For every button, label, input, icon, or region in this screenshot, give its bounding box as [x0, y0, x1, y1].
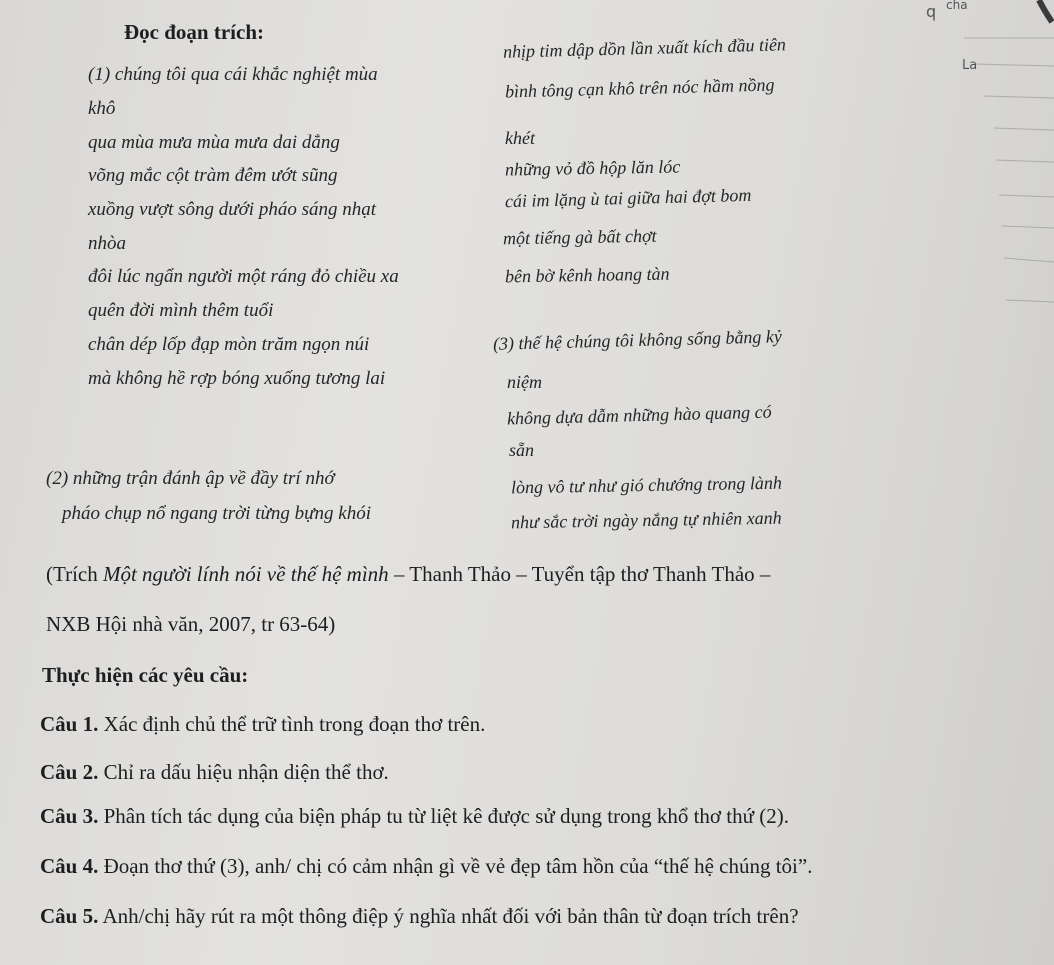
question-5: Câu 5. Anh/chị hãy rút ra một thông điệp ý nghĩa nhất đối với bản thân từ đoạn trích trên?	[40, 904, 799, 928]
poem-right-line: sẵn	[509, 440, 535, 460]
margin-note-la: La	[962, 58, 978, 73]
poem-left-line: nhòa	[88, 233, 126, 254]
citation-line-2: NXB Hội nhà văn, 2007, tr 63-64)	[46, 612, 336, 636]
margin-note-q: q	[926, 2, 937, 21]
poem-left-line: (1) chúng tôi qua cái khắc nghiệt mùa	[88, 64, 378, 85]
poem-right-line: bên bờ kênh hoang tàn	[504, 263, 670, 287]
poem-left-line: qua mùa mưa mùa mưa dai dẳng	[88, 132, 340, 153]
margin-note-cha: cha	[946, 0, 968, 12]
question-1: Câu 1. Xác định chủ thể trữ tình trong đoạn thơ trên.	[40, 712, 486, 736]
question-3: Câu 3. Phân tích tác dụng của biện pháp tu từ liệt kê được sử dụng trong khổ thơ thứ (2).	[40, 804, 789, 828]
poem-right-line: nhịp tim dập dồn lần xuất kích đầu tiên	[502, 34, 787, 62]
poem-right-line: bình tông cạn khô trên nóc hầm nồng	[504, 74, 775, 102]
question-4: Câu 4. Đoạn thơ thứ (3), anh/ chị có cảm nhận gì về vẻ đẹp tâm hồn của “thế hệ chúng tôi”.	[40, 854, 813, 878]
poem-right-line: khét	[505, 128, 535, 148]
poem-left-line: chân dép lốp đạp mòn trăm ngọn núi	[88, 334, 370, 355]
poem-left-line: (2) những trận đánh ập về đầy trí nhớ	[46, 468, 335, 489]
poem-left-line: võng mắc cột tràm đêm ướt sũng	[88, 165, 338, 186]
poem-right-line: một tiếng gà bất chợt	[502, 225, 657, 249]
requirements-heading: Thực hiện các yêu cầu:	[42, 663, 249, 687]
poem-right-line: (3) thế hệ chúng tôi không sống bằng kỷ	[492, 326, 783, 354]
poem-left-line: xuồng vượt sông dưới pháo sáng nhạt	[88, 199, 376, 220]
poem-left-line: khô	[88, 98, 116, 119]
poem-left-line: mà không hề rợp bóng xuống tương lai	[88, 368, 386, 389]
page-edge-lines	[944, 0, 1054, 330]
poem-right-line: cái im lặng ù tai giữa hai đợt bom	[504, 184, 752, 212]
reading-heading: Đọc đoạn trích:	[124, 20, 264, 44]
poem-right-line: như sắc trời ngày nắng tự nhiên xanh	[510, 507, 782, 533]
poem-right-line: lòng vô tư như gió chướng trong lành	[510, 472, 783, 498]
poem-left-line: đôi lúc ngẩn người một ráng đỏ chiều xa	[88, 266, 399, 287]
poem-right-line: không dựa dẫm những hào quang có	[506, 401, 772, 429]
citation-line-1: (Trích Một người lính nói về thế hệ mình – Thanh Thảo – Tuyển tập thơ Thanh Thảo –	[46, 562, 771, 586]
question-2: Câu 2. Chỉ ra dấu hiệu nhận diện thể thơ.	[40, 760, 389, 784]
poem-right-line: những vỏ đồ hộp lăn lóc	[504, 156, 681, 180]
poem-right-line: niệm	[507, 372, 542, 392]
poem-left-line: quên đời mình thêm tuổi	[88, 300, 274, 321]
poem-left-line: pháo chụp nổ ngang trời từng bựng khói	[62, 503, 371, 524]
